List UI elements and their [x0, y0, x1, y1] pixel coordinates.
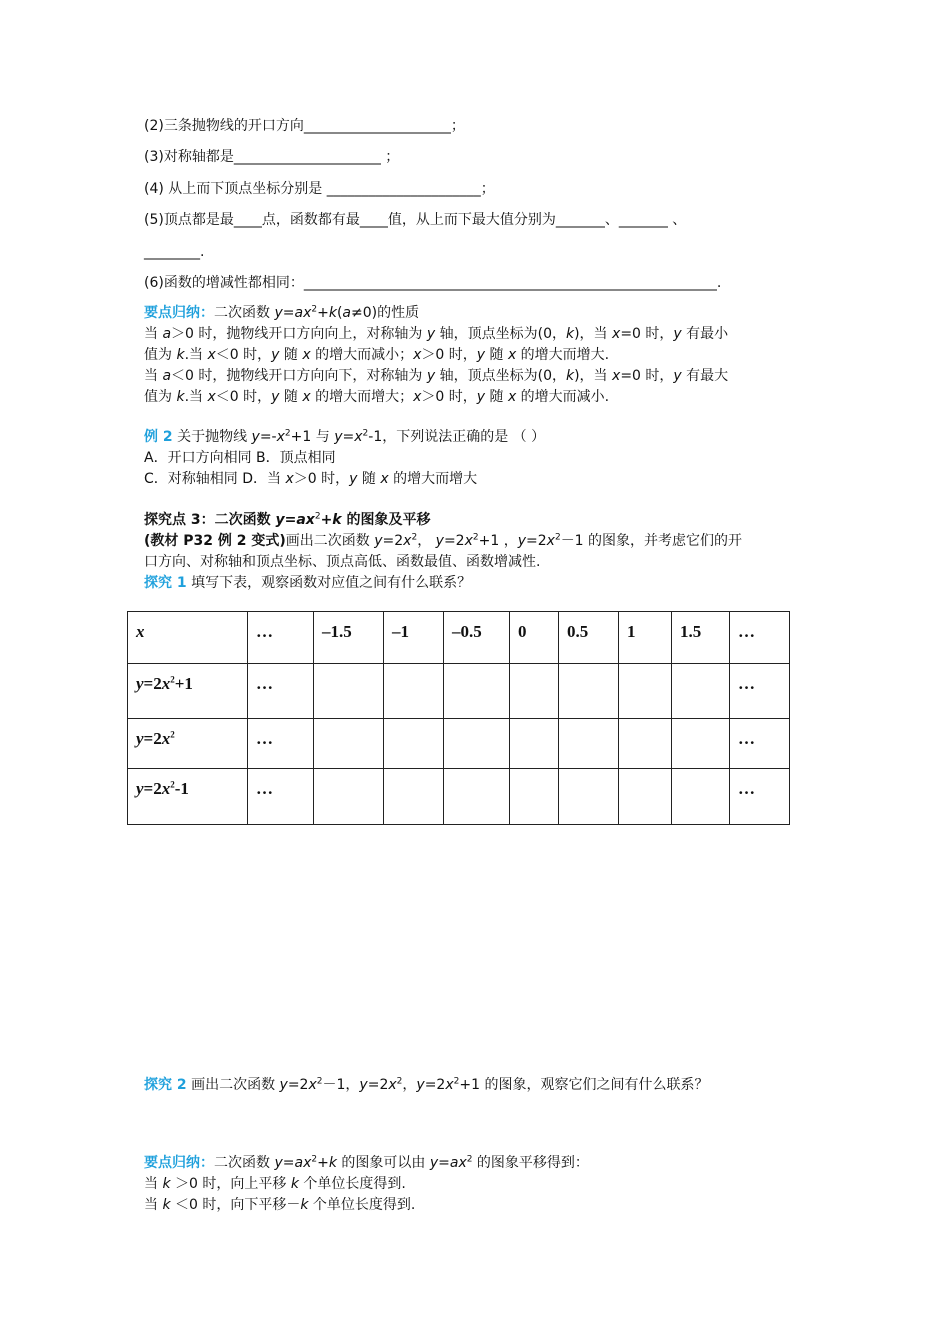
text-run: =2 — [526, 533, 547, 549]
text-run: k — [300, 1197, 309, 1213]
text-run: =0 时， — [620, 368, 674, 384]
text-run: -1 — [174, 779, 189, 798]
blank-value-cell[interactable] — [672, 719, 730, 769]
text-run: x — [612, 368, 621, 384]
text-run: = — [438, 1155, 450, 1171]
text-run: = — [282, 1155, 295, 1171]
text-run: 2 — [311, 1154, 318, 1165]
text-run: C．对称轴相同 D．当 — [144, 471, 286, 487]
text-run: y — [359, 1077, 368, 1093]
text-run: 2 — [554, 532, 561, 543]
text-run: .当 — [184, 389, 208, 405]
text-run: 2 — [311, 304, 318, 315]
text-run: ax — [294, 1155, 312, 1171]
text-run: y — [374, 533, 383, 549]
text-run: 要点归纳： — [144, 305, 214, 321]
text-run: +1 与 — [290, 429, 335, 445]
text-run: k — [162, 1176, 171, 1192]
text-run: k — [328, 1155, 337, 1171]
text-run: (4) 从上而下顶点坐标分别是 ______________________； — [144, 181, 495, 197]
text-run: 值为 — [144, 347, 177, 363]
text-run: +1 的图象，观察它们之间有什么联系？ — [459, 1077, 709, 1093]
ellipsis-cell: … — [248, 769, 314, 825]
blank-value-cell[interactable] — [444, 719, 510, 769]
text-run: 2 — [316, 1076, 323, 1087]
text-line — [144, 179, 495, 200]
text-run: y — [426, 368, 436, 384]
text-run: 个单位长度得到. — [298, 1176, 406, 1192]
blank-value-cell[interactable] — [314, 664, 384, 719]
blank-value-cell[interactable] — [619, 664, 672, 719]
text-run: k — [162, 1197, 171, 1213]
text-line — [144, 345, 609, 366]
text-run: 2 — [453, 1076, 460, 1087]
text-run: x — [546, 533, 555, 549]
text-line — [144, 210, 686, 231]
text-run: =2 — [143, 729, 162, 748]
text-run: 个单位长度得到. — [308, 1197, 416, 1213]
text-line — [144, 448, 336, 469]
text-run: x — [464, 533, 473, 549]
text-run: 2 — [284, 428, 291, 439]
text-line — [144, 273, 721, 294]
header-cell: 1 — [619, 612, 672, 664]
text-run: －1， — [322, 1077, 360, 1093]
text-run: y — [435, 533, 444, 549]
table-row — [128, 664, 790, 719]
text-run: 填写下表，观察函数对应值之间有什么联系？ — [186, 575, 472, 591]
text-run: 2 — [396, 1076, 403, 1087]
blank-value-cell[interactable] — [314, 719, 384, 769]
blank-value-cell[interactable] — [444, 664, 510, 719]
text-run: 随 — [357, 471, 381, 487]
text-run: (3)对称轴都是_____________________ ； — [144, 149, 400, 165]
text-run: ax — [449, 1155, 467, 1171]
text-run: 的增大而增大； — [310, 389, 414, 405]
text-run: y — [476, 347, 486, 363]
text-run: 探究 1 — [144, 575, 187, 591]
text-line — [144, 573, 471, 594]
text-run: x — [285, 471, 294, 487]
text-run: x — [507, 347, 517, 363]
text-run: ＜0 时，向下平移－ — [170, 1197, 301, 1213]
ellipsis-cell: … — [730, 769, 790, 825]
text-run: ＞0 时， — [421, 347, 477, 363]
text-run: =2 — [367, 1077, 389, 1093]
text-run: 2 — [170, 674, 175, 685]
text-run: k — [176, 347, 185, 363]
text-run: －1 的图象，并考虑它们的开 — [560, 533, 743, 549]
text-run: ＞0 时， — [293, 471, 350, 487]
text-run: .当 — [184, 347, 208, 363]
text-run: x — [308, 1077, 317, 1093]
blank-value-cell[interactable] — [619, 719, 672, 769]
text-run: 当 — [144, 1176, 163, 1192]
text-line — [144, 1153, 589, 1174]
text-run: -1，下列说法正确的是 （ ） — [368, 429, 546, 445]
text-line — [144, 552, 540, 573]
table-row — [128, 719, 790, 769]
text-run: ________. — [144, 244, 205, 260]
text-run: 轴，顶点坐标为(0， — [435, 368, 566, 384]
ellipsis-cell: … — [248, 719, 314, 769]
text-run: 2 — [170, 729, 175, 740]
text-run: x — [403, 533, 412, 549]
text-run: 随 — [485, 347, 508, 363]
text-run: y — [279, 1077, 288, 1093]
header-cell: 0 — [510, 612, 559, 664]
blank-value-cell[interactable] — [444, 769, 510, 825]
text-line — [144, 116, 465, 137]
text-run: 随 — [279, 389, 303, 405]
header-cell: 1.5 — [672, 612, 730, 664]
text-line — [144, 531, 742, 552]
text-run: 当 — [144, 326, 163, 342]
text-run: 的增大而减小； — [310, 347, 414, 363]
text-run: 随 — [279, 347, 303, 363]
text-line — [144, 510, 431, 531]
text-line — [144, 427, 545, 448]
text-run: ＜0 时， — [215, 347, 272, 363]
text-run: y — [136, 779, 144, 798]
header-x-cell: x — [128, 612, 248, 664]
text-run: x — [612, 326, 621, 342]
text-run: x — [380, 471, 389, 487]
text-run: x — [276, 429, 285, 445]
text-run: 随 — [485, 389, 508, 405]
ellipsis-cell: … — [248, 664, 314, 719]
text-run: a — [162, 326, 172, 342]
text-run: x — [445, 1077, 454, 1093]
text-run: y — [349, 471, 358, 487]
text-run: 探究点 3：二次函数 — [144, 512, 276, 528]
header-cell: –1.5 — [314, 612, 384, 664]
blank-value-cell[interactable] — [672, 769, 730, 825]
text-run: y — [274, 305, 283, 321]
text-line — [144, 469, 477, 490]
text-run: y — [136, 674, 144, 693]
ellipsis-cell: … — [730, 664, 790, 719]
text-run: x — [161, 674, 171, 693]
text-run: )，当 — [574, 368, 613, 384]
text-run: k — [328, 305, 337, 321]
text-run: a — [342, 305, 351, 321]
text-run: ＞0 时，抛物线开口方向向上，对称轴为 — [171, 326, 427, 342]
text-run: =2 — [143, 674, 162, 693]
text-line — [144, 366, 728, 387]
blank-value-cell[interactable] — [559, 769, 619, 825]
text-run: 2 — [170, 779, 175, 790]
text-run: y — [673, 326, 682, 342]
text-run: k — [290, 1176, 299, 1192]
text-run: 口方向、对称轴和顶点坐标、顶点高低、函数最值、函数增减性. — [144, 554, 541, 570]
text-run: k — [176, 389, 185, 405]
blank-value-cell[interactable] — [619, 769, 672, 825]
text-run: = — [282, 305, 295, 321]
text-run: =2 — [143, 779, 162, 798]
text-line — [144, 303, 419, 324]
text-run: 画出二次函数 — [285, 533, 375, 549]
text-run: (2)三条抛物线的开口方向_____________________； — [144, 118, 465, 134]
text-run: 2 — [466, 1154, 473, 1165]
text-run: y — [334, 429, 343, 445]
text-run: k — [565, 368, 575, 384]
text-run: 当 — [144, 1197, 163, 1213]
text-run: ， — [417, 533, 436, 549]
blank-value-cell[interactable] — [559, 719, 619, 769]
text-run: y — [271, 389, 280, 405]
text-run: 2 — [362, 428, 369, 439]
text-run: ＞0 时，向上平移 — [170, 1176, 291, 1192]
text-run: = — [342, 429, 355, 445]
text-run: +1 — [174, 674, 193, 693]
text-run: ＜0 时， — [215, 389, 272, 405]
text-run: x — [388, 1077, 397, 1093]
text-run: 的增大而减小. — [516, 389, 610, 405]
text-run: 的图象及平移 — [341, 512, 431, 528]
text-run: 有最小 — [681, 326, 729, 342]
text-run: x — [302, 389, 311, 405]
header-cell: –0.5 — [444, 612, 510, 664]
blank-value-cell[interactable] — [510, 719, 559, 769]
text-run: a — [162, 368, 172, 384]
text-run: )，当 — [574, 326, 613, 342]
text-run: 要点归纳： — [144, 1155, 214, 1171]
text-run: ( — [336, 305, 343, 321]
text-run: (6)函数的增减性都相同：___________________________________________________________. — [144, 275, 722, 291]
text-line — [144, 147, 399, 168]
blank-value-cell[interactable] — [510, 769, 559, 825]
text-run: =0 时， — [620, 326, 674, 342]
text-run: =2 — [424, 1077, 446, 1093]
text-run: ≠0)的性质 — [351, 305, 420, 321]
ellipsis-cell: … — [730, 719, 790, 769]
header-cell: –1 — [384, 612, 444, 664]
text-run: ax — [294, 305, 312, 321]
text-run: y=ax — [275, 512, 315, 528]
table-header-row — [128, 612, 790, 664]
text-run: x — [161, 729, 171, 748]
text-run: y — [517, 533, 527, 549]
text-run: ＞0 时， — [421, 389, 477, 405]
text-run: y — [274, 1155, 283, 1171]
text-run: 二次函数 — [214, 1155, 275, 1171]
text-line — [144, 242, 204, 263]
text-run: 的增大而增大 — [388, 471, 478, 487]
text-run: 的图象可以由 — [336, 1155, 430, 1171]
header-cell: … — [248, 612, 314, 664]
text-run: 的图象平移得到： — [472, 1155, 589, 1171]
text-run: x — [302, 347, 311, 363]
text-run: =2 — [287, 1077, 309, 1093]
text-run: x — [354, 429, 363, 445]
text-run: y — [673, 368, 682, 384]
text-run: y — [251, 429, 260, 445]
text-run: =2 — [443, 533, 465, 549]
row-label-cell — [128, 769, 248, 825]
text-run: 轴，顶点坐标为(0， — [435, 326, 566, 342]
text-run: 有最大 — [681, 368, 729, 384]
text-run: y — [271, 347, 280, 363]
header-cell: … — [730, 612, 790, 664]
row-label-cell — [128, 664, 248, 719]
table-row — [128, 769, 790, 825]
text-run: x — [161, 779, 171, 798]
text-run: y — [416, 1077, 425, 1093]
text-run: =- — [259, 429, 277, 445]
blank-value-cell[interactable] — [384, 769, 444, 825]
text-run: y — [426, 326, 436, 342]
text-run: +k — [320, 512, 342, 528]
blank-value-cell[interactable] — [559, 664, 619, 719]
text-run: ， — [402, 1077, 417, 1093]
text-run: 的增大而增大. — [516, 347, 610, 363]
text-run: + — [317, 305, 329, 321]
text-run: x — [413, 347, 422, 363]
text-run: k — [565, 326, 575, 342]
text-line — [144, 387, 609, 408]
blank-value-cell[interactable] — [384, 719, 444, 769]
text-run: =2 — [382, 533, 404, 549]
text-run: y — [136, 729, 144, 748]
text-run: 值为 — [144, 389, 177, 405]
text-line — [144, 1075, 708, 1096]
text-run: 2 — [472, 532, 479, 543]
row-label-cell — [128, 719, 248, 769]
text-run: 例 2 — [144, 429, 173, 445]
header-cell: 0.5 — [559, 612, 619, 664]
text-run: (5)顶点都是最____点，函数都有最____值，从上而下最大值分别为_______、_______ 、 — [144, 212, 687, 228]
blank-value-cell[interactable] — [314, 769, 384, 825]
text-run: y — [429, 1155, 439, 1171]
blank-value-cell[interactable] — [672, 664, 730, 719]
text-run: x — [507, 389, 517, 405]
text-run: 2 — [314, 511, 321, 522]
text-run: 2 — [411, 532, 418, 543]
blank-value-cell[interactable] — [384, 664, 444, 719]
text-run: 二次函数 — [214, 305, 275, 321]
text-run: 关于抛物线 — [172, 429, 252, 445]
text-run: 探究 2 — [144, 1077, 187, 1093]
text-run: +1 ， — [478, 533, 518, 549]
text-run: 当 — [144, 368, 163, 384]
text-line — [144, 324, 728, 345]
text-line — [144, 1195, 415, 1216]
text-run: A．开口方向相同 B．顶点相同 — [144, 450, 336, 466]
text-run: x — [207, 347, 216, 363]
text-run: + — [317, 1155, 329, 1171]
text-line — [144, 1174, 406, 1195]
blank-value-cell[interactable] — [510, 664, 559, 719]
text-run: y — [476, 389, 486, 405]
text-run: ＜0 时，抛物线开口方向向下，对称轴为 — [171, 368, 427, 384]
text-run: 画出二次函数 — [186, 1077, 280, 1093]
text-run: (教材 P32 例 2 变式) — [144, 533, 286, 549]
text-run: x — [413, 389, 422, 405]
value-table — [127, 611, 790, 825]
text-run: x — [207, 389, 216, 405]
